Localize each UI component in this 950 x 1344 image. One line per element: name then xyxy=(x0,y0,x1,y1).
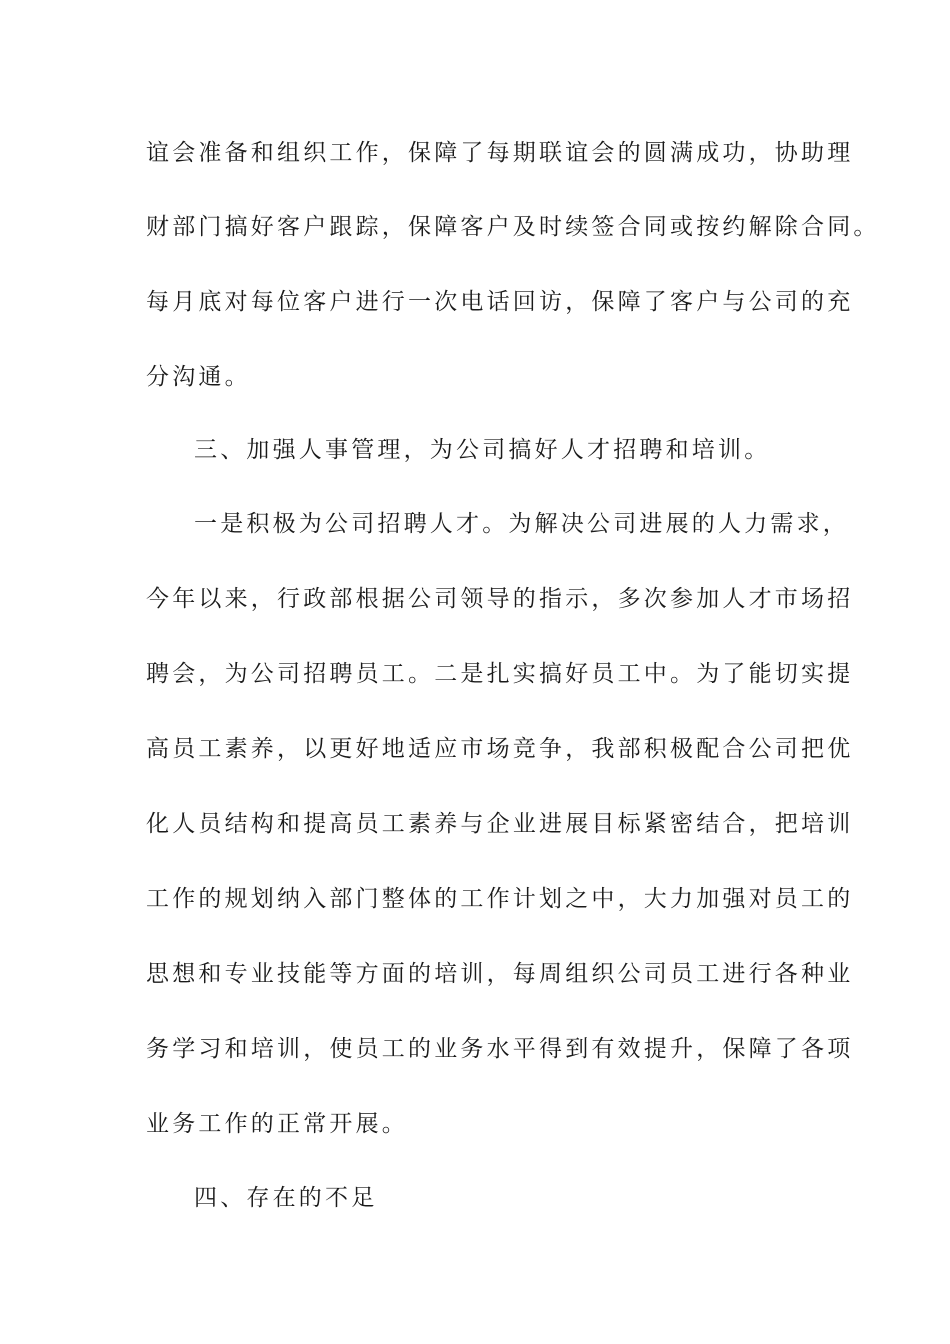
paragraph-line: 务学习和培训，使员工的业务水平得到有效提升，保障了各项 xyxy=(146,1036,854,1062)
paragraph-line: 思想和专业技能等方面的培训，每周组织公司员工进行各种业 xyxy=(146,961,854,987)
paragraph-line: 分沟通。 xyxy=(146,364,251,390)
paragraph-line: 化人员结构和提高员工素养与企业进展目标紧密结合，把培训 xyxy=(146,811,854,837)
paragraph-line: 聘会，为公司招聘员工。二是扎实搞好员工中。为了能切实提 xyxy=(146,661,854,687)
paragraph-line: 谊会准备和组织工作，保障了每期联谊会的圆满成功，协助理 xyxy=(146,140,854,166)
section-heading: 三、加强人事管理，为公司搞好人才招聘和培训。 xyxy=(194,437,771,463)
paragraph-line: 每月底对每位客户进行一次电话回访，保障了客户与公司的充 xyxy=(146,289,854,315)
paragraph-line: 业务工作的正常开展。 xyxy=(146,1111,408,1137)
section-heading: 四、存在的不足 xyxy=(194,1185,378,1211)
paragraph-line: 今年以来，行政部根据公司领导的指示，多次参加人才市场招 xyxy=(146,586,854,612)
paragraph-line: 高员工素养，以更好地适应市场竞争，我部积极配合公司把优 xyxy=(146,736,854,762)
paragraph-line: 工作的规划纳入部门整体的工作计划之中，大力加强对员工的 xyxy=(146,886,854,912)
paragraph-line: 一是积极为公司招聘人才。为解决公司进展的人力需求， xyxy=(194,511,849,537)
paragraph-line: 财部门搞好客户跟踪，保障客户及时续签合同或按约解除合同。 xyxy=(146,214,880,240)
